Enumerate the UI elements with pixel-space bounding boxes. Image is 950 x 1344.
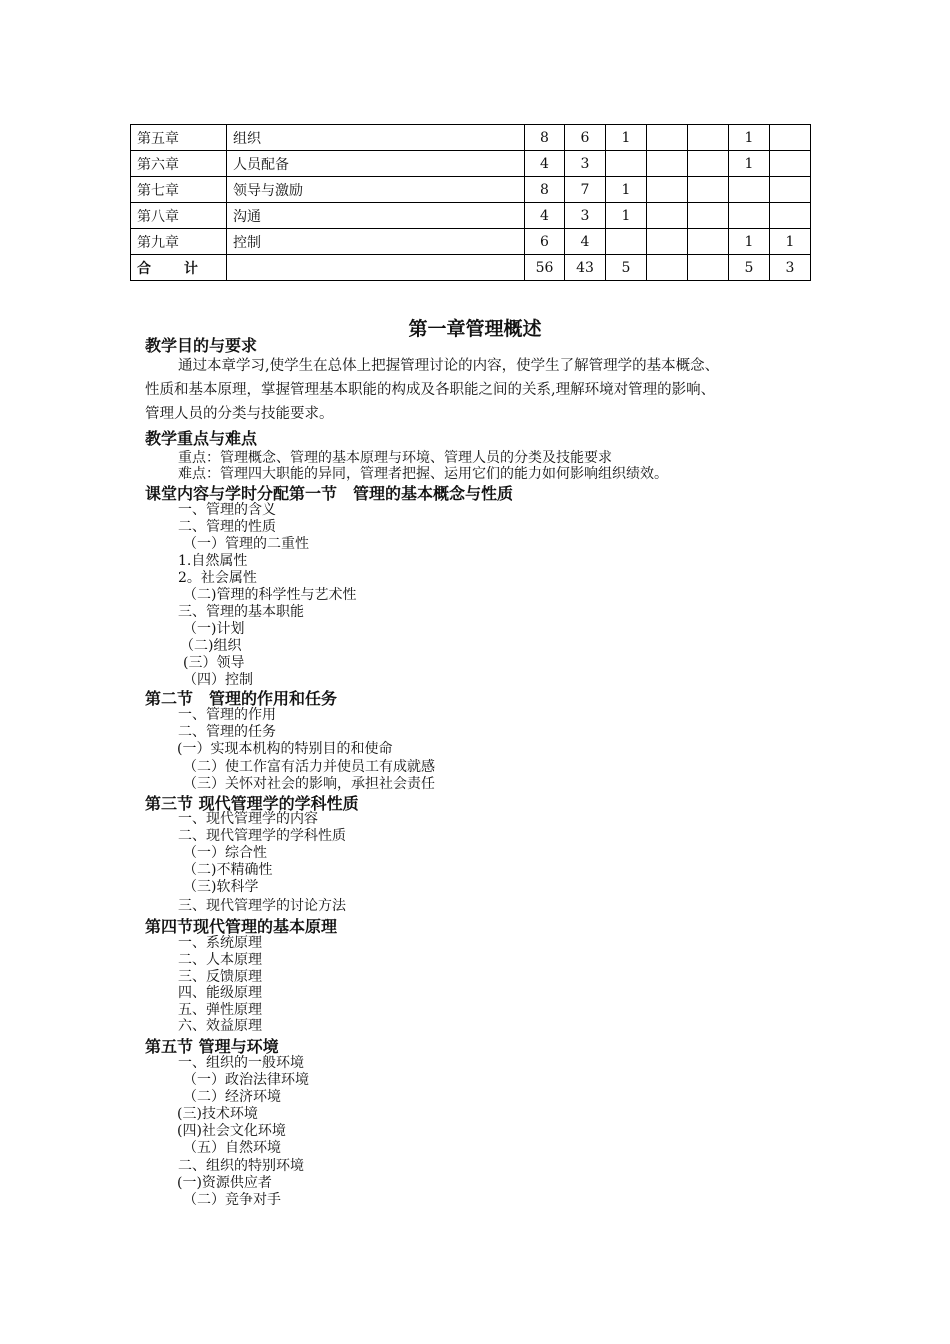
outline-item: （五）自然环境 bbox=[183, 1140, 281, 1156]
hours-cell bbox=[688, 255, 729, 281]
section-heading: 第五节 管理与环境 bbox=[145, 1037, 279, 1056]
hours-cell: 4 bbox=[525, 151, 565, 177]
hours-cell: 4 bbox=[525, 203, 565, 229]
hours-cell: 56 bbox=[525, 255, 565, 281]
topic-cell: 沟通 bbox=[227, 203, 525, 229]
outline-item: (三）领导 bbox=[183, 655, 245, 671]
outline-item: 二、管理的性质 bbox=[178, 519, 276, 535]
outline-item: （二）经济环境 bbox=[183, 1089, 281, 1105]
outline-item: (三)技术环境 bbox=[177, 1106, 258, 1122]
chapter-cell: 第九章 bbox=[131, 229, 227, 255]
outline-item: (一）实现本机构的特别目的和使命 bbox=[177, 741, 393, 757]
outline-item: 四、能级原理 bbox=[178, 985, 262, 1001]
outline-item: 二、管理的任务 bbox=[178, 724, 276, 740]
outline-item: 一、管理的含义 bbox=[178, 502, 276, 518]
section-heading: 第二节 管理的作用和任务 bbox=[145, 689, 338, 708]
outline-item: （一）综合性 bbox=[183, 845, 267, 861]
hours-cell bbox=[770, 177, 811, 203]
paragraph-line: 管理人员的分类与技能要求。 bbox=[145, 406, 334, 422]
hours-cell bbox=[647, 229, 688, 255]
outline-item: （二)管理的科学性与艺术性 bbox=[183, 587, 357, 603]
outline-item: （二)不精确性 bbox=[183, 862, 273, 878]
hours-cell bbox=[729, 177, 770, 203]
hours-cell: 7 bbox=[565, 177, 606, 203]
hours-cell: 1 bbox=[729, 125, 770, 151]
hours-cell: 5 bbox=[729, 255, 770, 281]
outline-item: （二）竞争对手 bbox=[183, 1192, 281, 1208]
outline-item: 难点：管理四大职能的异同，管理者把握、运用它们的能力如何影响组织绩效。 bbox=[178, 466, 668, 482]
outline-item: 六、效益原理 bbox=[178, 1018, 262, 1034]
outline-item: （四）控制 bbox=[183, 672, 253, 688]
hours-cell bbox=[606, 151, 647, 177]
hours-cell: 1 bbox=[770, 229, 811, 255]
chapter-cell: 合 计 bbox=[131, 255, 227, 281]
outline-item: 三、反馈原理 bbox=[178, 969, 262, 985]
hours-cell: 8 bbox=[525, 177, 565, 203]
hours-cell: 43 bbox=[565, 255, 606, 281]
chapter-cell: 第八章 bbox=[131, 203, 227, 229]
section-heading: 第三节 现代管理学的学科性质 bbox=[145, 794, 359, 813]
hours-cell: 6 bbox=[525, 229, 565, 255]
hours-cell bbox=[647, 125, 688, 151]
outline-item: （三)软科学 bbox=[183, 879, 259, 895]
hours-cell: 5 bbox=[606, 255, 647, 281]
chapter-cell: 第五章 bbox=[131, 125, 227, 151]
table-row bbox=[131, 125, 811, 151]
outline-item: 重点：管理概念、管理的基本原理与环境、管理人员的分类及技能要求 bbox=[178, 450, 612, 466]
hours-cell: 8 bbox=[525, 125, 565, 151]
table-row bbox=[131, 255, 811, 281]
outline-item: （二)组织 bbox=[180, 638, 242, 654]
hours-cell bbox=[688, 151, 729, 177]
hours-table bbox=[130, 124, 811, 281]
hours-cell: 1 bbox=[606, 177, 647, 203]
paragraph-line: 通过本章学习,使学生在总体上把握管理讨论的内容，使学生了解管理学的基本概念、 bbox=[178, 358, 720, 374]
chapter-cell: 第七章 bbox=[131, 177, 227, 203]
hours-cell bbox=[688, 229, 729, 255]
hours-cell bbox=[647, 151, 688, 177]
table-row bbox=[131, 203, 811, 229]
topic-cell bbox=[227, 255, 525, 281]
table-row bbox=[131, 151, 811, 177]
outline-item: （一)计划 bbox=[183, 621, 245, 637]
chapter-title: 第一章管理概述 bbox=[408, 318, 542, 340]
hours-cell bbox=[688, 177, 729, 203]
hours-cell bbox=[770, 151, 811, 177]
table-row bbox=[131, 177, 811, 203]
outline-item: (四)社会文化环境 bbox=[177, 1123, 286, 1139]
outline-item: 二、人本原理 bbox=[178, 952, 262, 968]
outline-item: 二、组织的特别环境 bbox=[178, 1158, 304, 1174]
outline-item: （二）使工作富有活力并使员工有成就感 bbox=[183, 759, 435, 775]
outline-item: 一、组织的一般环境 bbox=[178, 1055, 304, 1071]
hours-cell: 3 bbox=[565, 203, 606, 229]
hours-cell: 1 bbox=[729, 151, 770, 177]
hours-cell bbox=[688, 125, 729, 151]
section-heading: 课堂内容与学时分配第一节 管理的基本概念与性质 bbox=[145, 484, 514, 503]
hours-cell bbox=[729, 203, 770, 229]
chapter-cell: 第六章 bbox=[131, 151, 227, 177]
hours-cell bbox=[647, 177, 688, 203]
outline-item: (一)资源供应者 bbox=[177, 1175, 272, 1191]
hours-cell bbox=[688, 203, 729, 229]
hours-cell: 6 bbox=[565, 125, 606, 151]
outline-item: 一、现代管理学的内容 bbox=[178, 811, 318, 827]
outline-item: 二、现代管理学的学科性质 bbox=[178, 828, 346, 844]
hours-cell: 4 bbox=[565, 229, 606, 255]
outline-item: （一）政治法律环境 bbox=[183, 1072, 309, 1088]
hours-cell: 1 bbox=[606, 125, 647, 151]
hours-cell bbox=[647, 203, 688, 229]
outline-item: 三、现代管理学的讨论方法 bbox=[178, 898, 346, 914]
outline-item: （一）管理的二重性 bbox=[183, 536, 309, 552]
outline-item: 三、管理的基本职能 bbox=[178, 604, 304, 620]
hours-cell: 1 bbox=[606, 203, 647, 229]
hours-cell bbox=[770, 203, 811, 229]
outline-item: 1.自然属性 bbox=[178, 553, 248, 569]
topic-cell: 控制 bbox=[227, 229, 525, 255]
table-row bbox=[131, 229, 811, 255]
hours-cell bbox=[606, 229, 647, 255]
section-heading: 第四节现代管理的基本原理 bbox=[145, 917, 338, 936]
hours-cell bbox=[647, 255, 688, 281]
paragraph-line: 性质和基本原理，掌握管理基本职能的构成及各职能之间的关系,理解环境对管理的影响、 bbox=[145, 382, 716, 398]
hours-cell bbox=[770, 125, 811, 151]
topic-cell: 领导与激励 bbox=[227, 177, 525, 203]
topic-cell: 人员配备 bbox=[227, 151, 525, 177]
outline-item: 一、系统原理 bbox=[178, 935, 262, 951]
section-heading: 教学重点与难点 bbox=[145, 429, 258, 448]
section-heading: 教学目的与要求 bbox=[145, 336, 258, 355]
hours-cell: 3 bbox=[770, 255, 811, 281]
outline-item: 五、弹性原理 bbox=[178, 1002, 262, 1018]
hours-cell: 3 bbox=[565, 151, 606, 177]
topic-cell: 组织 bbox=[227, 125, 525, 151]
outline-item: 2。社会属性 bbox=[178, 570, 257, 586]
outline-item: （三）关怀对社会的影响，承担社会责任 bbox=[183, 776, 435, 792]
outline-item: 一、管理的作用 bbox=[178, 707, 276, 723]
hours-cell: 1 bbox=[729, 229, 770, 255]
